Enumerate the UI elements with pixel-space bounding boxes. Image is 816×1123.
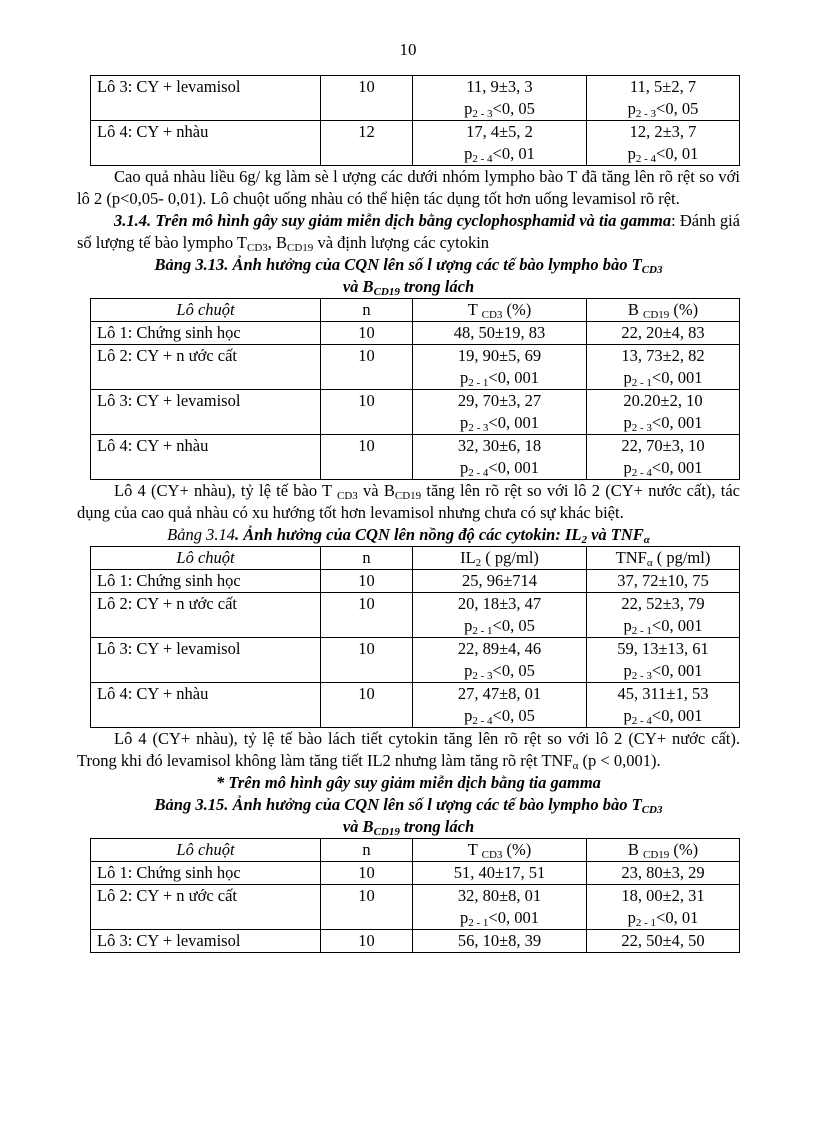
- n-cell: 10: [321, 683, 413, 728]
- page-content: [77, 75, 740, 953]
- header-tcd3: T $_{CD3}$ (%): [413, 839, 587, 862]
- value-cell: 56, 10±8, 39: [413, 930, 587, 953]
- n-cell: 10: [321, 322, 413, 345]
- value-cell: 22, 89±4, 46 $p_{2 - 3}<0$, 05: [413, 638, 587, 683]
- value-cell: 22, 70±3, 10 $p_{2 - 4}<0$, 001: [587, 435, 740, 480]
- paragraph-3: Lô 4 (CY+ nhàu), tỷ lệ tế bào lách tiết cytokin tăng lên rõ rệt so với lô 2 (CY+ nước cất). Trong khi đó levamisol không làm tăng tiết IL2 nhưng làm tăng rõ rệt $TNF_\alpha$ (p < 0,001).: [77, 729, 740, 772]
- value-cell: 17, 4±5, 2 $p_{2 - 4}<0$, 01: [413, 121, 587, 166]
- lot-cell: Lô 4: CY + nhàu: [91, 121, 321, 166]
- table-header-row: [91, 547, 740, 570]
- value-cell: 32, 80±8, 01 $p_{2 - 1}<0$, 001: [413, 885, 587, 930]
- lot-cell: Lô 1: Chứng sinh học: [91, 862, 321, 885]
- value-cell: 23, 80±3, 29: [587, 862, 740, 885]
- lot-cell: Lô 4: CY + nhàu: [91, 683, 321, 728]
- table-row: [91, 683, 740, 728]
- table-3-15-caption: Bảng 3.15. Ảnh hưởng của CQN lên số l ượng các tế bào lympho bào $T_{CD3}$ và $B_{CD19}$ trong lách: [154, 795, 663, 838]
- lot-cell: Lô 3: CY + levamisol: [91, 638, 321, 683]
- section-heading: 3.1.4. Trên mô hình gây suy giảm miễn dịch bằng cyclophosphamid và tia gamma: [114, 211, 672, 230]
- table-header-row: [91, 299, 740, 322]
- value-cell: 25, 96±714: [413, 570, 587, 593]
- table-3-15: [90, 838, 740, 953]
- value-cell: 29, 70±3, 27 $p_{2 - 3}<0$, 001: [413, 390, 587, 435]
- lot-cell: Lô 1: Chứng sinh học: [91, 322, 321, 345]
- lot-cell: Lô 1: Chứng sinh học: [91, 570, 321, 593]
- lot-cell: Lô 4: CY + nhàu: [91, 435, 321, 480]
- lot-cell: Lô 3: CY + levamisol: [91, 76, 321, 121]
- header-lot: Lô chuột: [91, 299, 321, 322]
- table-header-row: [91, 839, 740, 862]
- n-cell: 10: [321, 345, 413, 390]
- paragraph-1: Cao quả nhàu liều 6g/ kg làm sè l ượng các dưới nhóm lympho bào T đã tăng lên rõ rệt so với lô 2 (p<0,05- 0,01). Lô chuột uống nhàu có thể hiện tác dụng tốt hơn uống levamisol rõ rệt.: [77, 167, 740, 208]
- value-cell: 51, 40±17, 51: [413, 862, 587, 885]
- lot-cell: Lô 2: CY + n ước cất: [91, 345, 321, 390]
- table-row: [91, 862, 740, 885]
- value-cell: 20.20±2, 10 $p_{2 - 3}<0$, 001: [587, 390, 740, 435]
- n-cell: 10: [321, 435, 413, 480]
- header-il2: $IL_2$ ( pg/ml): [413, 547, 587, 570]
- value-cell: 13, 73±2, 82 $p_{2 - 1}<0$, 001: [587, 345, 740, 390]
- paragraph-2: Lô 4 (CY+ nhàu), tỷ lệ tế bào T $_{CD3}$ và $B_{CD19}$ tăng lên rõ rệt so với lô 2 (CY+ nước cất), tác dụng của cao quả nhàu có xu hướng tốt hơn levamisol nhưng chưa có sự khác biệt.: [77, 481, 740, 522]
- value-cell: 19, 90±5, 69 $p_{2 - 1}<0$, 001: [413, 345, 587, 390]
- header-lot: Lô chuột: [91, 839, 321, 862]
- value-cell: 37, 72±10, 75: [587, 570, 740, 593]
- lot-cell: Lô 2: CY + n ước cất: [91, 885, 321, 930]
- header-bcd19: B $_{CD19}$ (%): [587, 299, 740, 322]
- header-lot: Lô chuột: [91, 547, 321, 570]
- gamma-heading: * Trên mô hình gây suy giảm miễn dịch bằng tia gamma: [216, 773, 601, 792]
- header-n: n: [321, 299, 413, 322]
- table-3-13: [90, 298, 740, 480]
- header-tcd3: T $_{CD3}$ (%): [413, 299, 587, 322]
- n-cell: 10: [321, 570, 413, 593]
- value-cell: 22, 50±4, 50: [587, 930, 740, 953]
- header-n: n: [321, 547, 413, 570]
- section-3-1-4: 3.1.4. Trên mô hình gây suy giảm miễn dịch bằng cyclophosphamid và tia gamma: Đánh giá số lượng tế bào lympho $T_{CD3}$, $B_{CD19}$ và định lượng các cytokin: [77, 211, 740, 254]
- table-3-13-caption: Bảng 3.13. Ảnh hưởng của CQN lên số l ượng các tế bào lympho bào $T_{CD3}$ và $B_{CD19}$ trong lách: [154, 255, 663, 298]
- value-cell: 27, 47±8, 01 $p_{2 - 4}<0$, 05: [413, 683, 587, 728]
- header-tnf: $TNF_\alpha$ ( pg/ml): [587, 547, 740, 570]
- table-row: [91, 435, 740, 480]
- value-cell: 45, 311±1, 53 $p_{2 - 4}<0$, 001: [587, 683, 740, 728]
- table-3-14: [90, 546, 740, 728]
- table-continued: [90, 75, 740, 166]
- page-number: 10: [399, 40, 417, 59]
- table-row: [91, 322, 740, 345]
- value-cell: 48, 50±19, 83: [413, 322, 587, 345]
- n-cell: 12: [321, 121, 413, 166]
- value-cell: 18, 00±2, 31 $p_{2 - 1}<0$, 01: [587, 885, 740, 930]
- value-cell: 11, 5±2, 7 $p_{2 - 3}<0$, 05: [587, 76, 740, 121]
- table-row: [91, 885, 740, 930]
- table-row: [91, 570, 740, 593]
- n-cell: 10: [321, 885, 413, 930]
- table-row: [91, 76, 740, 121]
- n-cell: 10: [321, 930, 413, 953]
- value-cell: 11, 9±3, 3 $p_{2 - 3}<0$, 05: [413, 76, 587, 121]
- n-cell: 10: [321, 593, 413, 638]
- value-cell: 59, 13±13, 61 $p_{2 - 3}<0$, 001: [587, 638, 740, 683]
- table-row: [91, 390, 740, 435]
- value-cell: 22, 52±3, 79 $p_{2 - 1}<0$, 001: [587, 593, 740, 638]
- lot-cell: Lô 3: CY + levamisol: [91, 390, 321, 435]
- value-cell: 20, 18±3, 47 $p_{2 - 1}<0$, 05: [413, 593, 587, 638]
- header-n: n: [321, 839, 413, 862]
- lot-cell: Lô 2: CY + n ước cất: [91, 593, 321, 638]
- n-cell: 10: [321, 862, 413, 885]
- table-3-14-caption: Bảng 3.14. Ảnh hưởng của CQN lên nồng độ các cytokin: $IL_2$ và $TNF_\alpha$: [167, 525, 650, 546]
- value-cell: 12, 2±3, 7 $p_{2 - 4}<0$, 01: [587, 121, 740, 166]
- table-row: [91, 930, 740, 953]
- table-row: [91, 345, 740, 390]
- n-cell: 10: [321, 76, 413, 121]
- table-row: [91, 121, 740, 166]
- lot-cell: Lô 3: CY + levamisol: [91, 930, 321, 953]
- table-row: [91, 593, 740, 638]
- value-cell: 22, 20±4, 83: [587, 322, 740, 345]
- header-bcd19: B $_{CD19}$ (%): [587, 839, 740, 862]
- table-row: [91, 638, 740, 683]
- value-cell: 32, 30±6, 18 $p_{2 - 4}<0$, 001: [413, 435, 587, 480]
- n-cell: 10: [321, 638, 413, 683]
- n-cell: 10: [321, 390, 413, 435]
